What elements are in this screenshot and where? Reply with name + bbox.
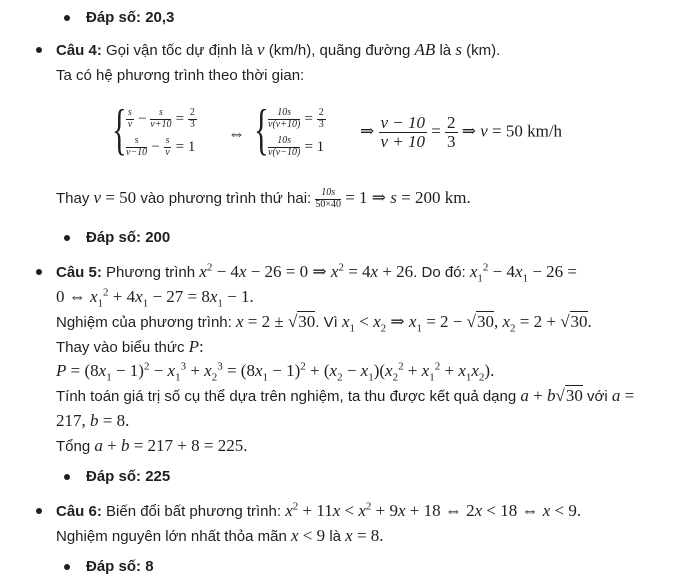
answer-label: Đáp số:	[86, 9, 142, 26]
question-5-line-5: $P = (8x_1 - 1)^2 - x_1^3 + x_2^3 = (8x_1 - 1)^2 + (x_2 - x_1)(x_2^2 + x_1^2 + x_1x_2)$.	[56, 360, 495, 384]
bullet-icon	[64, 564, 70, 570]
bullet-icon	[36, 508, 42, 514]
answer-value: 20,3	[145, 9, 175, 26]
question-5-line-8: Tổng a + b = 217 + 8 = 225.	[56, 436, 248, 455]
question-4-line-3: Thay v = 50 vào phương trình thứ hai: $\frac{10s}{50\times 40}$ = 1 ⇒ s = 200 km.	[56, 187, 471, 210]
bullet-icon	[64, 474, 70, 480]
answer-line	[86, 467, 170, 487]
answer-value: 8	[145, 558, 154, 575]
equation-system: { $\frac{s}{v}$ − $\frac{s}{v+10}$ = $\frac{2}{3}$ $\frac{s}{v-10}$ − $\frac{s}{v}$ = 1 ⇔ { $\frac{10s}{v(v+10)}$ = $\frac{2}{3}$ $\frac{10s}{v(v-10)}$ = 1 ⇒ $\frac{v - 10}{v + 10}$ = $\frac{2}{3}$ ⇒ v = 50 km/h	[112, 99, 563, 161]
answer-value: 200	[145, 229, 171, 246]
question-4-line-1: Câu 4: Gọi vận tốc dự định là v (km/h), quãng đường AB là s (km).	[56, 40, 501, 59]
question-label: Câu 4:	[56, 42, 102, 59]
question-5-line-7: 217, b = 8.	[56, 411, 130, 430]
question-5-line-1: Câu 5: Phương trình $x^2 - 4x - 26 = 0$ ⇒ $x^2 = 4x + 26$. Do đó: $x_1^2 - 4x_1 - 26$ =	[56, 261, 577, 285]
question-4-line-2: Ta có hệ phương trình theo thời gian:	[56, 67, 305, 84]
answer-line	[86, 557, 154, 577]
answer-label: Đáp số:	[86, 558, 142, 575]
question-5-line-6: Tính toán giá trị số cụ thể dựa trên nghiệm, ta thu được kết quả dạng a + b√30 với a =	[56, 386, 635, 405]
bullet-icon	[64, 235, 70, 241]
bullet-icon	[36, 47, 42, 53]
answer-label: Đáp số:	[86, 468, 142, 485]
bullet-icon	[36, 269, 42, 275]
question-5-line-2: 0 ⇔ $x_1^2 + 4x_1 - 27 = 8x_1 - 1$.	[56, 286, 254, 310]
answer-line	[86, 228, 170, 248]
question-6-line-2: Nghiệm nguyên lớn nhất thỏa mãn x < 9 là x = 8.	[56, 526, 384, 545]
question-label: Câu 5:	[56, 264, 102, 281]
answer-label: Đáp số:	[86, 229, 142, 246]
question-5-line-3: Nghiệm của phương trình: x = 2 ± √30. Vì $x_1 < x_2$ ⇒ $x_1 = 2 - √30$, $x_2 = 2 + √30$.	[56, 312, 592, 335]
answer-line	[86, 8, 174, 28]
bullet-icon	[64, 15, 70, 21]
question-6-line-1: Câu 6: Biến đổi bất phương trình: $x^2 + 11x < x^2 + 9x + 18$ ⇔ 2x < 18 ⇔ x < 9.	[56, 500, 582, 520]
question-5-line-4: Thay vào biểu thức P:	[56, 337, 204, 356]
answer-value: 225	[145, 468, 171, 485]
question-label: Câu 6:	[56, 503, 102, 520]
